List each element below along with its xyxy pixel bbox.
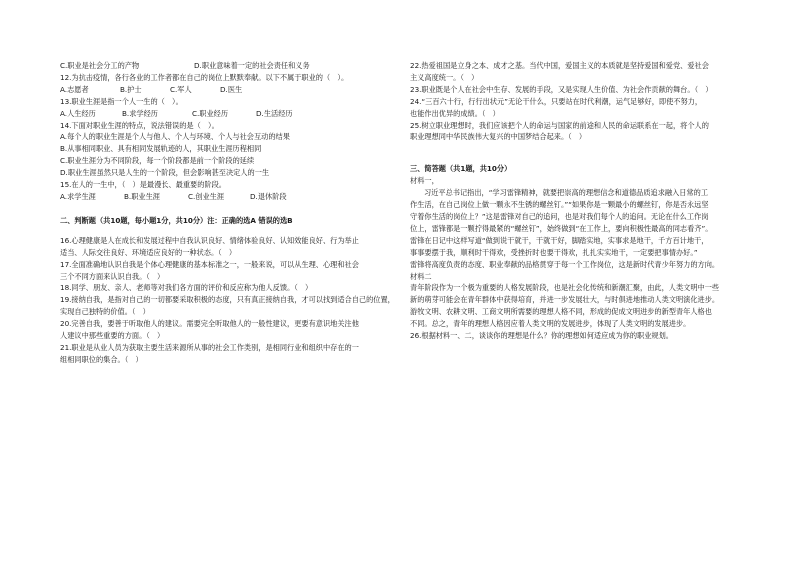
material-2-line: 青年阶段作为一个极为重要的人格发展阶段，也是社会化传统和新潮汇聚，由此，人类文明中一些: [410, 283, 720, 293]
q15-option-a: A.求学生涯: [60, 191, 96, 201]
q14-option-a: A.每个人的职业生涯是个人与他人、个人与环境、个人与社会互动的结果: [60, 132, 290, 142]
material-1-line: 雷锋在日记中这样写道“做到说干就干，干就干好，脚踏实地，实事求是地干，千方百计地干，: [410, 235, 709, 245]
spacer: [60, 203, 386, 215]
material-2-line: 不同。总之，青年的理想人格因应着人类文明的发展进步，体现了人类文明的发展进步。: [410, 319, 691, 329]
q20-stem-cont: 人建议中那些重要的方面。（ ）: [60, 331, 165, 341]
q14-stem: 14.下面对职业生涯的特点，说法错误的是（ ）。: [60, 120, 219, 130]
q12-option-b: B.护士: [120, 84, 142, 94]
q24-stem: 24.“三百六十行，行行出状元”无论干什么，只要站在时代利潮，运气足够好，即使不努力，: [410, 96, 703, 106]
q11-option-d: D.职业意味着一定的社会责任和义务: [194, 61, 310, 70]
q16-stem: 16.心理健康是人在成长和发展过程中自我认识良好、情绪体验良好、认知效能良好、行为举止: [60, 235, 359, 245]
q12-option-a: A.志愿者: [60, 84, 89, 94]
q12-option-d: D.医生: [220, 84, 243, 94]
spacer: [60, 227, 386, 235]
q14-option-c: C.职业生涯分为不同阶段，每一个阶段都是前一个阶段的延续: [60, 156, 255, 166]
section-2-title: 二、判断题（共10题，每小题1分，共10分）注：正确的选A 错误的选B: [60, 215, 293, 225]
q16-stem-cont: 适当、人际交往良好、环境适应良好的一种状态。（ ）: [60, 247, 237, 257]
q15-option-d: D.退休阶段: [250, 191, 287, 201]
q18-stem: 18.同学、朋友、亲人、老师等对我们各方面的评价和反应称为他人反馈。（ ）: [60, 283, 313, 293]
q26-stem: 26.根据材料一、二，谈谈你的理想是什么？你的理想如何适应成为你的职业规划。: [410, 331, 673, 341]
q13-option-b: B.求学经历: [122, 108, 158, 118]
q22-stem-cont: 主义高度统一。（ ）: [410, 72, 479, 82]
material-2-line: 游牧文明、农耕文明、工商文明所需要的理想人格不同，形成的促成文明进步的新型青年人格也: [410, 307, 712, 317]
q13-options: [60, 108, 386, 120]
q11-options: [60, 60, 386, 72]
q13-option-a: A.人生经历: [60, 108, 96, 118]
material-1-line: 雷锋将高度负责的态度、职业奉献的品格贯穿于每一个工作岗位，这是新时代青少年努力的方向。: [410, 259, 720, 269]
material-2-line: 新的萌芽可能会在青年群体中获得培育，并进一步发展壮大，与时俱进地推动人类文明演化进步。: [410, 295, 720, 305]
left-column: [60, 60, 395, 366]
material-1-line: 守着你生活的岗位上？”这是雷锋对自己的追问，也是对我们每个人的追问。无论在什么工作岗: [410, 211, 709, 221]
q23-stem: 23.职业既是个人在社会中生存、发展的手段，又是实现人生价值、为社会作贡献的舞台。（ ）: [410, 84, 713, 94]
q13-stem: 13.职业生涯是指一个人一生的（ ）。: [60, 96, 183, 106]
q17-stem: 17.全面准确地认识自我是个体心理健康的基本标准之一，一般来说，可以从生理、心理和社会: [60, 259, 359, 269]
q21-stem: 21.职业是从业人员为获取主要生活来源所从事的社会工作类别，是相同行业和组织中存在的一: [60, 342, 359, 352]
spacer: [410, 143, 742, 155]
section-3-title: 三、简答题（共1题，共10分）: [410, 164, 512, 174]
material-1-label: 材料一，: [410, 176, 439, 186]
q17-stem-cont: 三个不同方面来认识自我。（ ）: [60, 271, 165, 281]
q14-option-d: D.职业生涯虽然只是人生的一个阶段，但会影响甚至决定人的一生: [60, 168, 270, 178]
material-1-line: 习近平总书记指出，“学习雷锋精神，就要把崇高的理想信念和道德品质追求融入日常的工: [424, 188, 709, 198]
q25-stem: 25.树立职业理想时，我们应该把个人的命运与国家的前途和人民的命运联系在一起，将个人的: [410, 120, 709, 130]
q19-stem: 19.接纳自我，是指对自己的一切都要采取积极的态度，只有真正接纳自我，才可以找到适合自己的位置，: [60, 295, 395, 305]
q12-options: [60, 84, 386, 96]
q15-option-c: C.创业生涯: [188, 191, 225, 201]
q25-stem-cont: 职业理想同中华民族伟大复兴的中国梦结合起来。（ ）: [410, 132, 587, 142]
q12-option-c: C.军人: [170, 84, 192, 94]
q19-stem-cont: 实现自己独特的价值。（ ）: [60, 307, 150, 317]
q11-option-c: C.职业是社会分工的产物: [60, 61, 140, 70]
q22-stem: 22.热爱祖国是立身之本、成才之基。当代中国，爱国主义的本质就是坚持爱国和爱党、爱社会: [410, 61, 709, 70]
q15-option-b: B.职业生涯: [124, 191, 160, 201]
material-1-line: 事事要摆于我，顺利时干得欢，受挫折时也要干得欢，扎扎实实地干，一定要把事情办好。”: [410, 247, 698, 257]
q21-stem-cont: 组相同职位的集合。（ ）: [60, 354, 143, 364]
q24-stem-cont: 也能作出优异的成绩。（ ）: [410, 108, 500, 118]
q20-stem: 20.完善自我，要善于听取他人的建议。需要完全听取他人的一般性建议，更要有意识地关注他: [60, 319, 359, 329]
q13-option-d: D.生活经历: [256, 108, 293, 118]
right-column: [410, 60, 742, 342]
q13-option-c: C.职业经历: [192, 108, 229, 118]
spacer: [410, 155, 742, 163]
q12-stem: 12.为抗击疫情，各行各业的工作者都在自己的岗位上默默奉献。以下不属于职业的（ ）。: [60, 72, 349, 82]
material-1-line: 作生活，在自己岗位上做一颗永不生锈的螺丝钉。”“如果你是一颗最小的螺丝钉，你是否永远坚: [410, 200, 709, 210]
q15-options: [60, 191, 386, 203]
material-2-label: 材料二: [410, 271, 432, 281]
q14-option-b: B.从事相同职业、具有相同发展轨迹的人，其职业生涯历程相同: [60, 144, 262, 154]
material-1-line: 位上，雷锋都是一颗拧得最紧的“螺丝钉”，始终做到“在工作上，要向积极性最高的同志看齐”。: [410, 223, 713, 233]
q15-stem: 15.在人的一生中，（ ）是最漫长、最重要的阶段。: [60, 180, 226, 190]
